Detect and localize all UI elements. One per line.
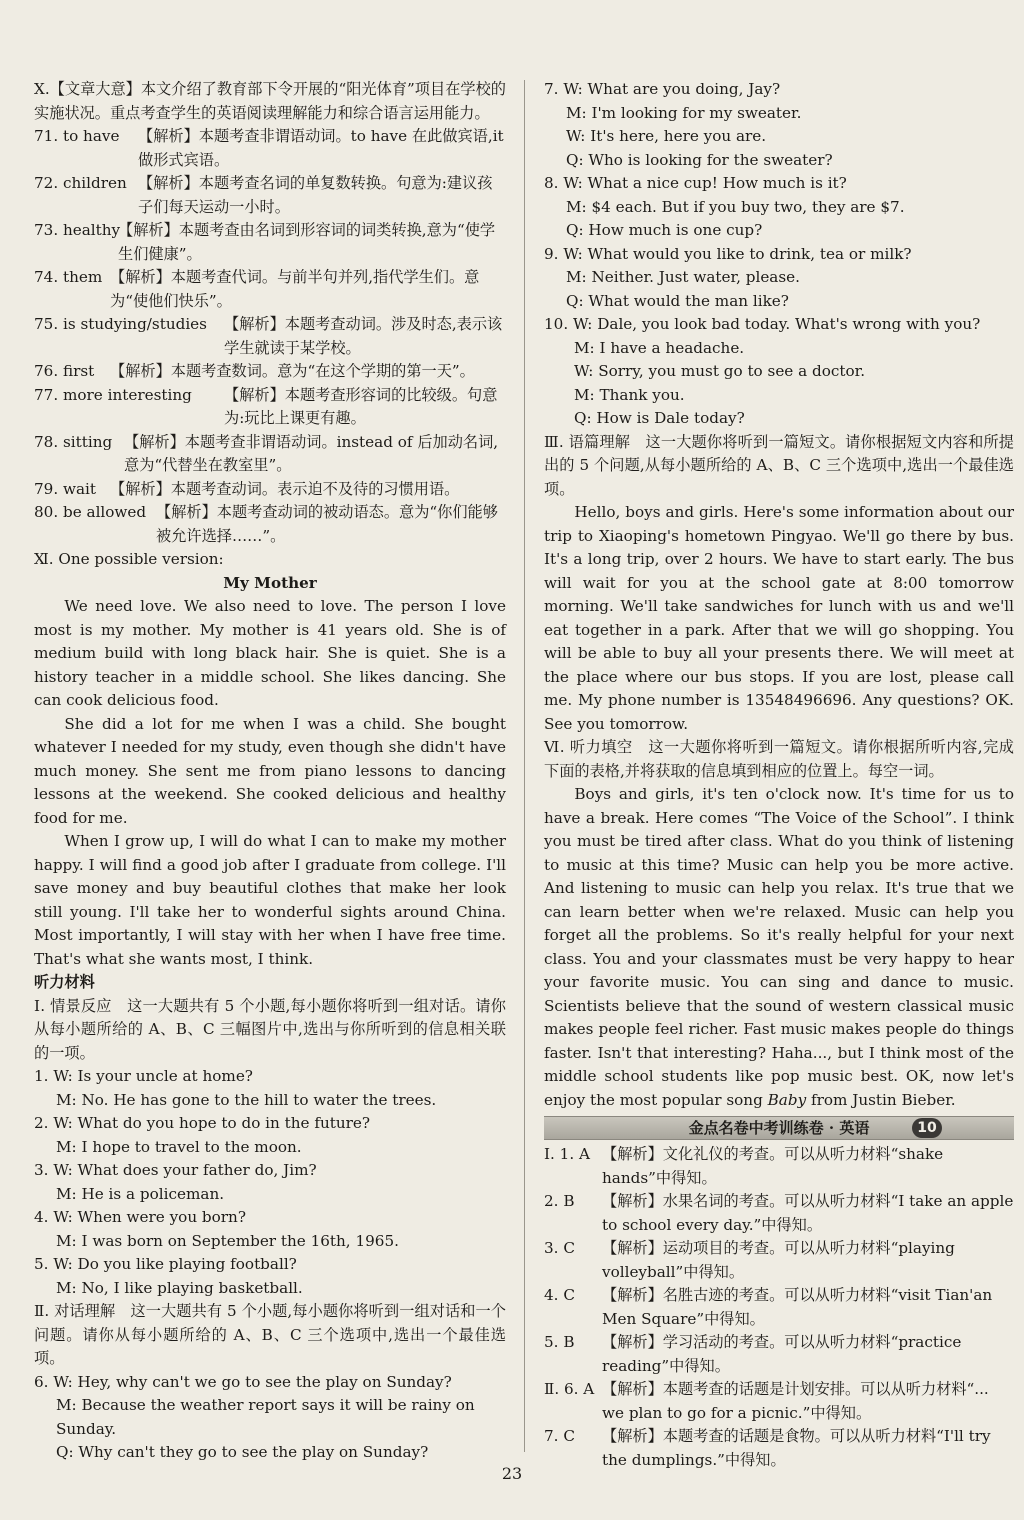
passage-summary: Ⅹ.【文章大意】本文介绍了教育部下令开展的“阳光体育”项目在学校的实施状况。重点考查学生的英语阅读理解能力和综合语言运用能力。: [34, 80, 506, 122]
passage-6: Boys and girls, it's ten o'clock now. It's time for us to have a break. Here comes “The Voice of the School”. I think you must be tired after class. What do you think of listening to music at this time? Music can help you be more active. And listening to music can help you relax. It's true that we can learn better when we're relaxed. Music can help you forget all the problems. So it's really helpful for your next class. You and your classmates must be very happy to hear your favorite music. You can sing and dance to music. Scientists believe that the sound of western classical music makes people feel richer. Fast music makes people do things faster. Isn't that interesting? Haha..., but I think most of the middle school students like pop music best. OK, now let's enjoy the most popular song Baby from Justin Bieber.: [544, 785, 1014, 1109]
test-number-badge: 10: [912, 1118, 942, 1138]
answer-item: 7. C 【解析】本题考查的话题是食物。可以从听力材料“I'll try the dumplings.”中得知。: [544, 1427, 991, 1469]
section-1-instructions: Ⅰ. 情景反应 这一大题共有 5 个小题,每小题你将听到一组对话。请你从每小题所给的 A、B、C 三幅图片中,选出与你所听到的信息相关联的一项。: [34, 996, 506, 1062]
answer-item: Ⅱ. 6. A 【解析】本题考查的话题是计划安排。可以从听力材料“... we plan to go for a picnic.”中得知。: [544, 1380, 989, 1422]
section-3-instructions: Ⅲ. 语篇理解 这一大题你将听到一篇短文。请你根据短文内容和所提出的 5 个问题,从每小题所给的 A、B、C 三个选项中,选出一个最佳选项。: [544, 432, 1014, 498]
right-column: [544, 78, 1014, 1472]
answer-75: 75. is studying/studies 【解析】本题考查动词。涉及时态,表示该学生就读于某学校。: [34, 315, 503, 357]
answer-item: 5. B 【解析】学习活动的考查。可以从听力材料“practice reading”中得知。: [544, 1333, 962, 1375]
answer-item: 2. B 【解析】水果名词的考查。可以从听力材料“I take an apple to school every day.”中得知。: [544, 1192, 1014, 1234]
dialog-3: 3. W: What does your father do, Jim? M: He is a policeman.: [34, 1161, 317, 1203]
answer-76: 76. first 【解析】本题考查数词。意为“在这个学期的第一天”。: [34, 362, 475, 380]
listening-heading: 听力材料: [34, 973, 95, 991]
essay-paragraph: We need love. We also need to love. The person I love most is my mother. My mother is 41 years old. She is of medium build with long black hair. She is quiet. She is a history teacher in a middle school. She likes dancing. She can cook delicious food.: [34, 597, 506, 709]
answer-71: 71. to have 【解析】本题考查非谓语动词。to have 在此做宾语,it 做形式宾语。: [34, 127, 504, 169]
answer-78: 78. sitting 【解析】本题考查非谓语动词。instead of 后加动名词,意为“代替坐在教室里”。: [34, 432, 499, 474]
passage-3: Hello, boys and girls. Here's some information about our trip to Xiaoping's hometown Pingyao. We'll go there by bus. It's a long trip, over 2 hours. We have to start early. The bus will wait for you at the school gate at 8:00 tomorrow morning. We'll take sandwiches for lunch with us and we'll eat together in a park. After that we will go shopping. You will be able to buy all your presents there. We will meet at the place where our bus stops. If you are lost, please call me. My phone number is 13548496696. Any questions? OK. See you tomorrow.: [544, 503, 1014, 733]
dialog-4: 4. W: When were you born? M: I was born on September the 16th, 1965.: [34, 1208, 399, 1250]
answer-item: Ⅰ. 1. A 【解析】文化礼仪的考查。可以从听力材料“shake hands”中得知。: [544, 1145, 944, 1187]
essay-label: Ⅺ. One possible version:: [34, 550, 224, 568]
column-divider: [524, 80, 525, 1452]
answer-79: 79. wait 【解析】本题考查动词。表示迫不及待的习惯用语。: [34, 479, 460, 498]
page-number: 23: [501, 1464, 523, 1483]
dialog-10: 10. W: Dale, you look bad today. What's wrong with you? M: I have a headache. W: Sorry, you must go to see a doctor. M: Thank you. Q: How is Dale today?: [544, 315, 981, 427]
dialog-8: 8. W: What a nice cup! How much is it? M: $4 each. But if you buy two, they are $7. Q: How much is one cup?: [544, 174, 905, 239]
answer-77: 77. more interesting 【解析】本题考查形容词的比较级。句意为:玩比上课更有趣。: [34, 385, 498, 427]
answer-72: 72. children 【解析】本题考查名词的单复数转换。句意为:建议孩子们每天运动一小时。: [34, 174, 493, 216]
answer-80: 80. be allowed 【解析】本题考查动词的被动语态。意为“你们能够被允许选择……”。: [34, 503, 498, 545]
answer-item: 3. C 【解析】运动项目的考查。可以从听力材料“playing volleyball”中得知。: [544, 1239, 955, 1281]
section-2-instructions: Ⅱ. 对话理解 这一大题共有 5 个小题,每小题你将听到一组对话和一个问题。请你从每小题所给的 A、B、C 三个选项中,选出一个最佳选项。: [34, 1302, 506, 1367]
essay-paragraph: When I grow up, I will do what I can to make my mother happy. I will find a good job after I graduate from college. I'll save money and buy beautiful clothes that make her look still young. I'll take her to wonderful sights around China. Most importantly, I will stay with her when I have free time. That's what she wants most, I think.: [34, 832, 506, 968]
dialog-6: 6. W: Hey, why can't we go to see the play on Sunday? M: Because the weather report says it will be rainy on Sunday. Q: Why can't they go to see the play on Sunday?: [34, 1372, 475, 1461]
answer-item: 4. C 【解析】名胜古迹的考查。可以从听力材料“visit Tian'an Men Square”中得知。: [544, 1286, 993, 1328]
dialog-2: 2. W: What do you hope to do in the future? M: I hope to travel to the moon.: [34, 1114, 371, 1156]
answer-74: 74. them 【解析】本题考查代词。与前半句并列,指代学生们。意为“使他们快乐”。: [34, 268, 480, 310]
test-banner: 金点名卷中考训练卷 · 英语 10: [544, 1116, 1014, 1140]
dialog-5: 5. W: Do you like playing football? M: No, I like playing basketball.: [34, 1255, 303, 1297]
section-6-instructions: Ⅵ. 听力填空 这一大题你将听到一篇短文。请你根据所听内容,完成下面的表格,并将获取的信息填到相应的位置上。每空一词。: [544, 738, 1014, 780]
essay-title: My Mother: [223, 573, 317, 592]
answer-73: 73. healthy 【解析】本题考查由名词到形容词的词类转换,意为“使学生们健康”。: [34, 221, 496, 263]
dialog-9: 9. W: What would you like to drink, tea or milk? M: Neither. Just water, please. Q: What would the man like?: [544, 244, 912, 310]
left-column: [34, 78, 506, 1465]
dialog-7: 7. W: What are you doing, Jay? M: I'm looking for my sweater. W: It's here, here you are. Q: Who is looking for the sweater?: [544, 80, 833, 169]
dialog-1: 1. W: Is your uncle at home? M: No. He has gone to the hill to water the trees.: [34, 1067, 437, 1109]
essay-paragraph: She did a lot for me when I was a child. She bought whatever I needed for my study, even though she didn't have much money. She sent me from piano lessons to dancing lessons at the weekend. She cooked delicious and healthy food for me.: [34, 714, 506, 827]
